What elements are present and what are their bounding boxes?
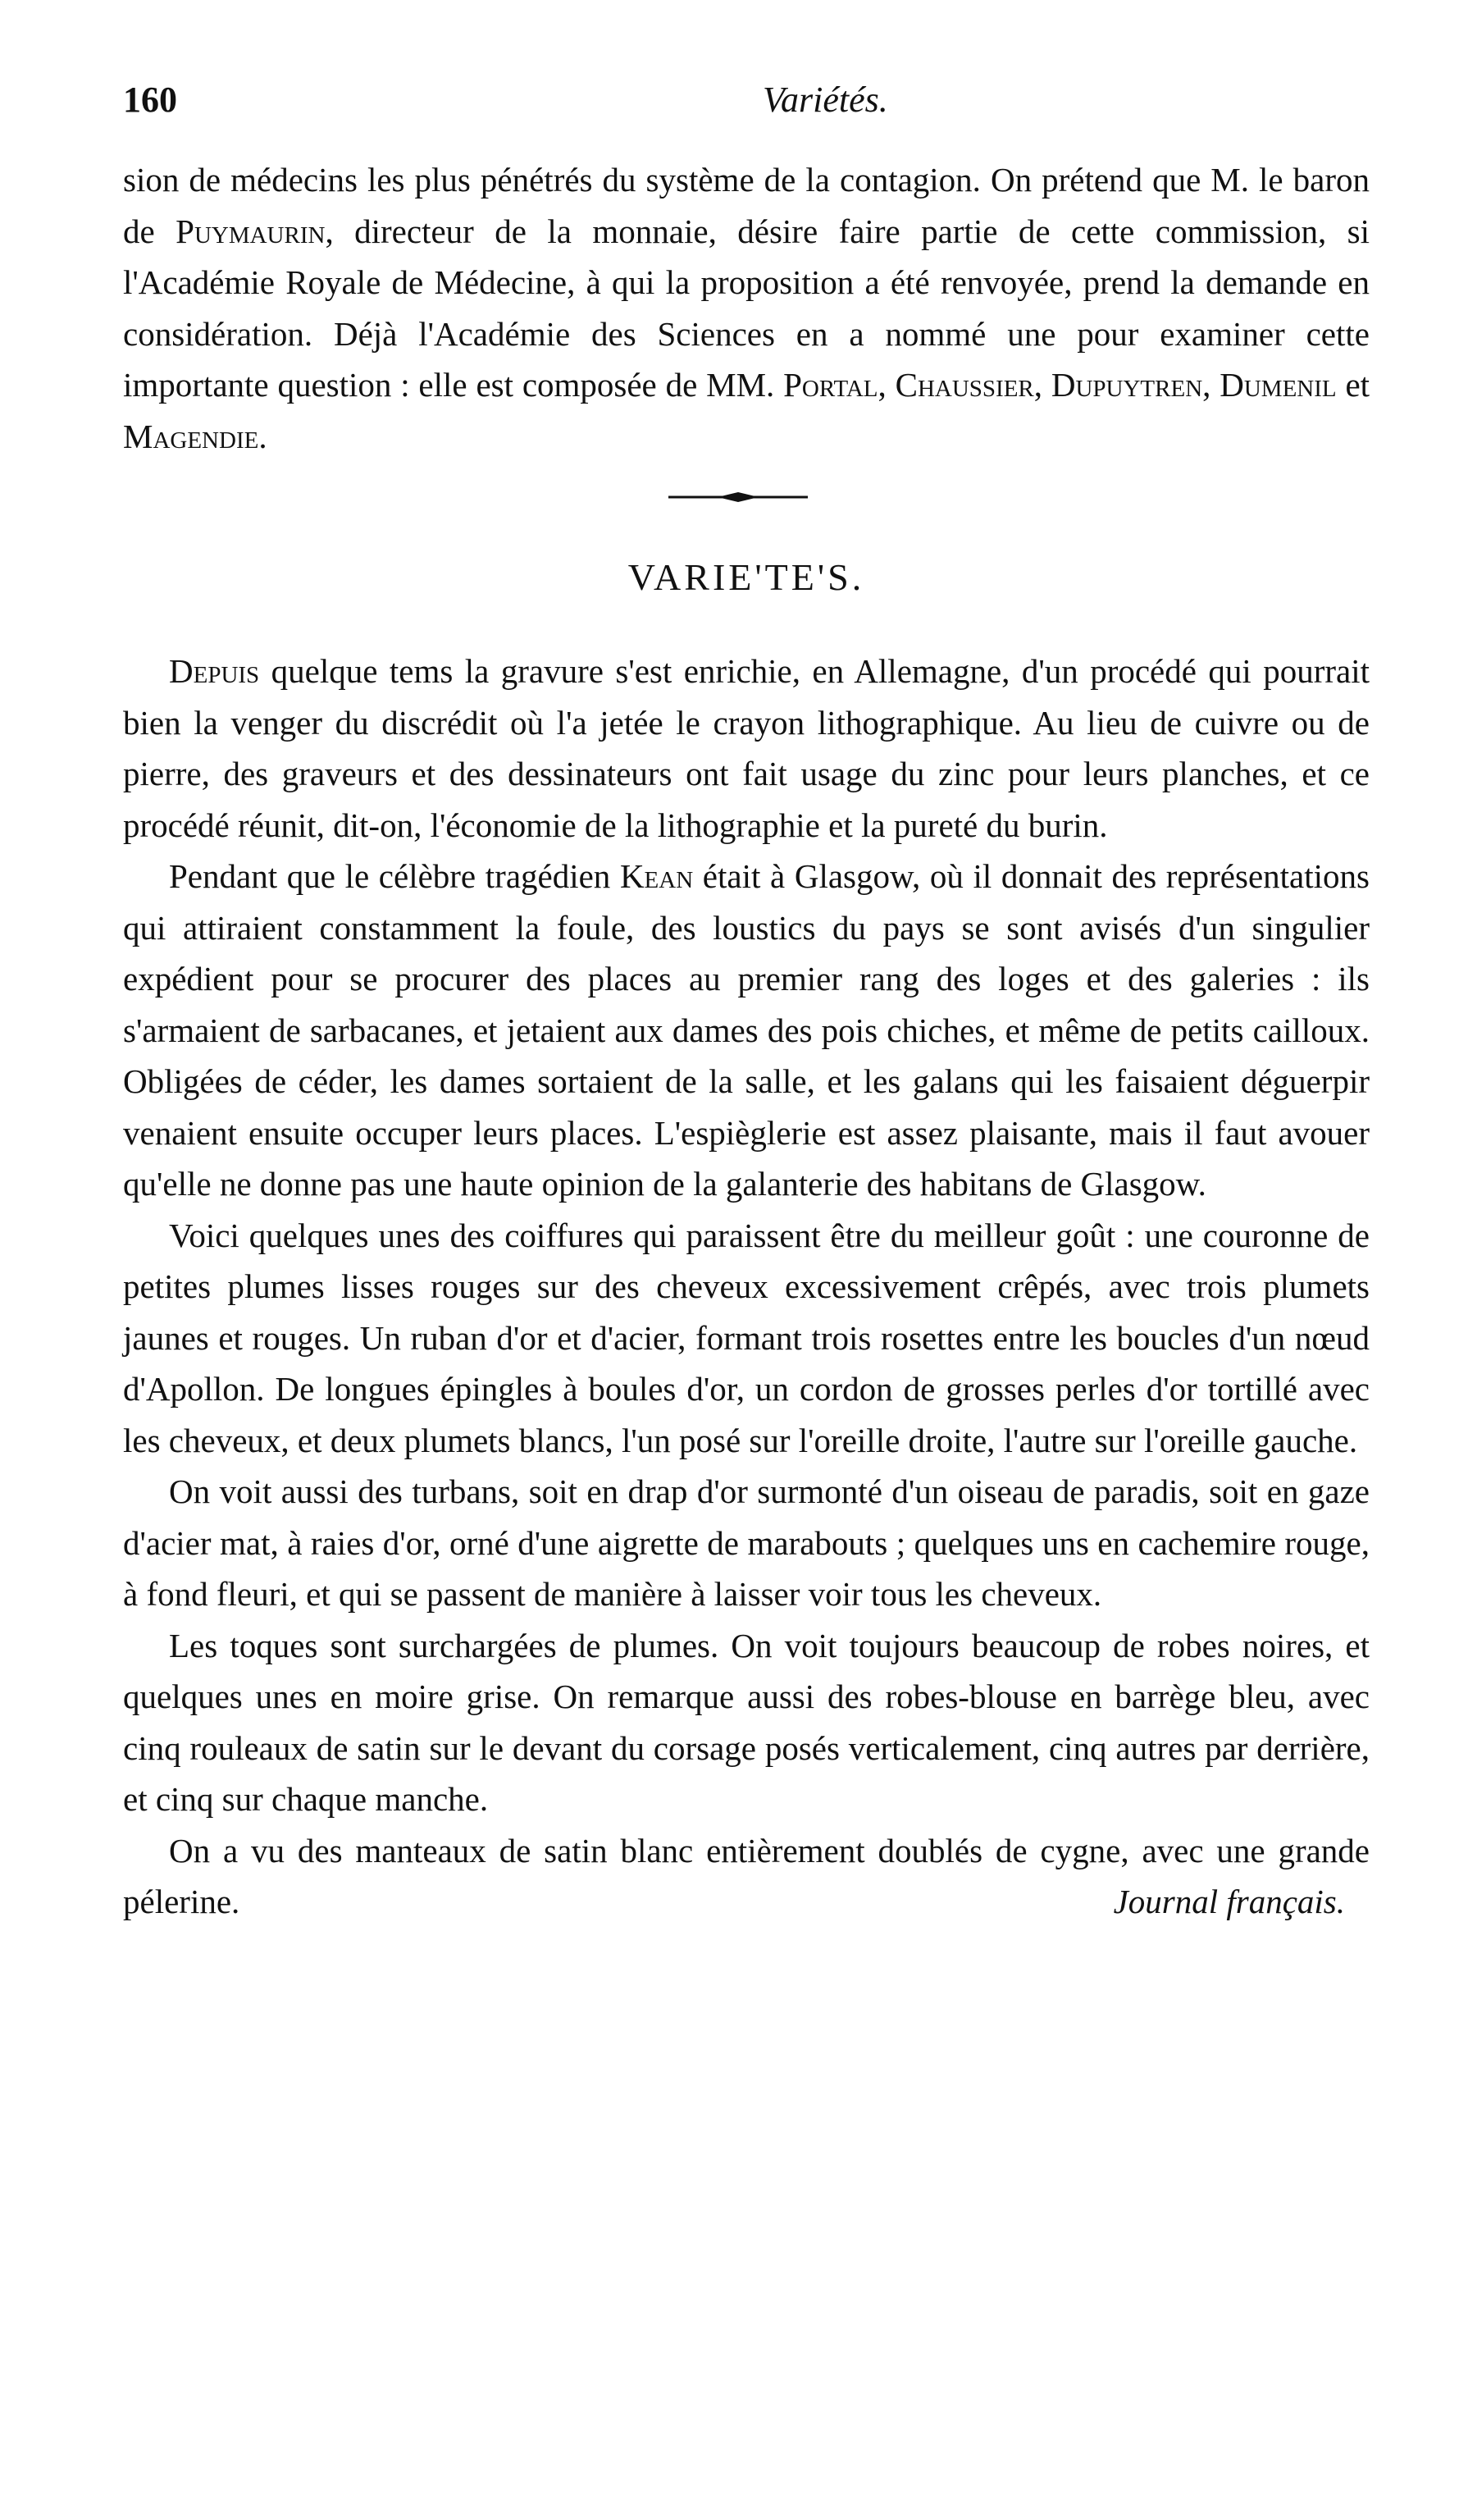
person-name: Portal	[783, 366, 878, 404]
separator: et	[1336, 366, 1370, 404]
person-name: Puymaurin	[176, 212, 326, 250]
text-run: On a vu des manteaux de satin blanc entièrement doublés de cygne, avec une grande pélerine.	[123, 1831, 1370, 1920]
running-title: Variétés.	[763, 80, 888, 120]
paragraph	[123, 1825, 1370, 1928]
person-name: Magendie	[123, 417, 259, 455]
section-divider	[123, 462, 1370, 514]
text-run: quelque tems la gravure s'est enrichie, en Allemagne, d'un procédé qui pourrait bien la venger du discrédit où l'a jetée le crayon lithographique. Au lieu de cuivre ou de pierre, des graveurs et des dessinateurs ont fait usage du zinc pour leurs planches, et ce procédé réunit, dit-on, l'économie de la lithographie et la pureté du burin.	[123, 652, 1370, 844]
person-name: Chaussier	[895, 366, 1034, 404]
lead-word: Depuis	[169, 652, 260, 690]
page-number: 160	[123, 80, 177, 120]
running-head	[123, 74, 1370, 123]
text-run: Pendant que le célèbre tragédien	[169, 857, 620, 895]
separator: ,	[878, 366, 896, 404]
paragraph	[123, 851, 1370, 1210]
article-body	[123, 646, 1370, 1928]
text-run: sion de médecins les plus pénétrés du système de la contagion. On prétend que M. le baron de	[123, 161, 1370, 250]
paragraph: Voici quelques unes des coiffures qui paraissent être du meilleur goût : une couronne de petites plumes lisses rouges sur des cheveux excessivement crêpés, avec trois plumets jaunes et rouges. Un ruban d'or et d'acier, formant trois rosettes entre les boucles d'un nœud d'Apollon. De longues épingles à boules d'or, un cordon de grosses perles d'or tortillé avec les cheveux, et deux plumets blancs, l'un posé sur l'oreille droite, l'autre sur l'oreille gauche.	[123, 1216, 1370, 1459]
paragraph	[123, 646, 1370, 851]
person-name: Dupuytren	[1051, 366, 1203, 404]
paragraph: On voit aussi des turbans, soit en drap d'or surmonté d'un oiseau de paradis, soit en gaze d'acier mat, à raies d'or, orné d'une aigrette de marabouts ; quelques uns en cachemire rouge, à fond fleuri, et qui se passent de manière à laisser voir tous les cheveux.	[123, 1472, 1370, 1613]
separator: ,	[1033, 366, 1051, 404]
person-name: Kean	[619, 857, 694, 895]
book-page	[123, 74, 1370, 1928]
paragraph	[123, 154, 1370, 462]
text-run: , directeur de la monnaie, désire faire partie de cette commission, si l'Académie Royale de Médecine, à qui la proposition a été renvoyée, prend la demande en considération. Déjà l'Académie des Sciences en a nommé une pour examiner cette importante question : elle est composée de MM.	[123, 212, 1370, 404]
divider-ornament	[668, 491, 808, 503]
separator: ,	[1202, 366, 1220, 404]
source-citation: Journal français.	[1113, 1883, 1345, 1920]
text-run: .	[258, 417, 267, 455]
continued-paragraph	[123, 154, 1370, 462]
text-run: était à Glasgow, où il donnait des représentations qui attiraient constamment la foule, des loustics du pays se sont avisés d'un singulier expédient pour se procurer des places au premier rang des loges et des galeries : ils s'armaient de sarbacanes, et jetaient aux dames des pois chiches, et même de petits cailloux. Obligées de céder, les dames sortaient de la salle, et les galans qui les faisaient déguerpir venaient ensuite occuper leurs places. L'espièglerie est assez plaisante, mais il faut avouer qu'elle ne donne pas une haute opinion de la galanterie des habitans de Glasgow.	[123, 857, 1370, 1203]
section-title: VARIE'TE'S.	[627, 556, 865, 598]
paragraph: Les toques sont surchargées de plumes. On voit toujours beaucoup de robes noires, et quelques unes en moire grise. On remarque aussi des robes-blouse en barrège bleu, avec cinq rouleaux de satin sur le devant du corsage posés verticalement, cinq autres par derrière, et cinq sur chaque manche.	[123, 1626, 1370, 1818]
person-name: Dumenil	[1220, 366, 1337, 404]
